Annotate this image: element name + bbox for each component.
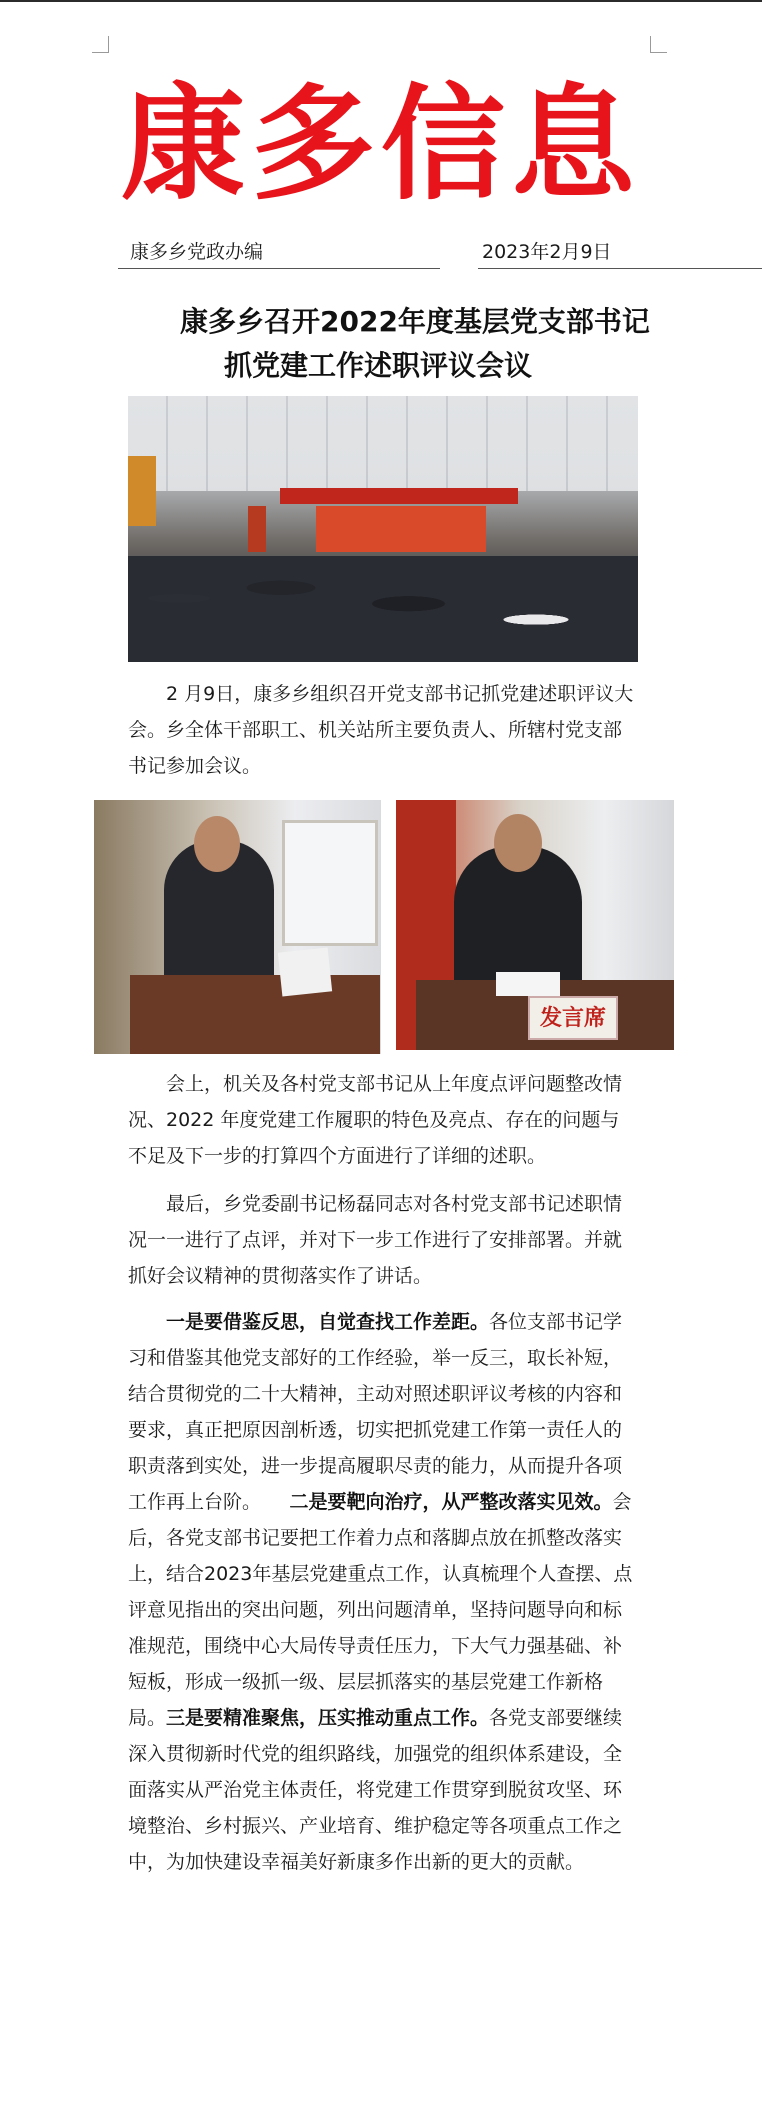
top-border [0,0,762,2]
photo-flag [248,506,266,552]
speaker-photo-left [94,800,381,1054]
requirement-1-text: 各位支部书记学习和借鉴其他党支部好的工作经验，举一反三，取长补短，结合贯彻党的二十大精神，主动对照述职评议考核的内容和要求，真正把原因剖析透，切实把抓党建工作第一责任人的职责落到实处，进一步提高履职尽责的能力，从而提升各项工作再上台阶。 [128,1311,623,1513]
photo-wall-banner [128,456,156,526]
requirement-2-text: 会后，各党支部书记要把工作着力点和落脚点放在抓整改落实上，结合2023年基层党建重点工作，认真梳理个人查摆、点评意见指出的突出问题，列出问题清单，坚持问题导向和标准规范，围绕中心大局传导责任压力，下大气力强基础、补短板，形成一级抓一级、层层抓落实的基层党建工作新格局。 [128,1491,633,1729]
photo-paper [496,972,560,996]
photo-window [282,820,378,946]
photo-stage-banner [280,488,518,504]
paragraph-meeting: 会上，机关及各村党支部书记从上年度点评问题整改情况、2022 年度党建工作履职的特色及亮点、存在的问题与不足及下一步的打算四个方面进行了详细的述职。 [128,1073,623,1167]
paragraph-review: 最后，乡党委副书记杨磊同志对各村党支部书记述职情况一一进行了点评，并对下一步工作进行了安排部署。并就抓好会议精神的贯彻落实作了讲话。 [128,1193,623,1287]
podium-sign [528,996,618,1040]
photo-stage [316,506,486,552]
photo-audience [128,556,638,662]
paragraph-requirements [128,1304,638,1880]
photo-desk [130,975,380,1054]
issue-date: 2023年2月9日 [482,241,612,263]
masthead-title: 康多信息 [120,73,641,217]
headline-line-2: 抓党建工作述职评议会议 [224,349,533,382]
editor-label: 康多乡党政办编 [130,241,264,263]
podium-sign-text: 发言席 [539,1005,606,1031]
requirement-3-heading: 三是要精准聚焦，压实推动重点工作。 [166,1707,490,1729]
requirement-2-heading: 二是要靶向治疗，从严整改落实见效。 [289,1491,613,1513]
margin-corner-top-left [92,36,109,53]
speaker-photo-right [396,800,674,1050]
meeting-hall-photo [128,396,638,662]
photo-paper [278,948,332,997]
photo-speaker-head [194,816,240,872]
meta-underline-right [478,268,762,269]
photo-ceiling [128,396,638,491]
requirement-1-heading: 一是要借鉴反思，自觉查找工作差距。 [166,1311,490,1333]
requirement-3-text: 各党支部要继续深入贯彻新时代党的组织路线，加强党的组织体系建设，全面落实从严治党主体责任，将党建工作贯穿到脱贫攻坚、环境整治、乡村振兴、产业培育、维护稳定等各项重点工作之中，为加快建设幸福美好新康多作出新的更大的贡献。 [128,1707,623,1873]
photo-speaker-head [494,814,542,872]
margin-corner-top-right [650,36,667,53]
meta-underline-left [118,268,440,269]
article-headline [180,300,680,388]
headline-line-1: 康多乡召开2022年度基层党支部书记 [180,305,650,338]
paragraph-intro: 2 月9日，康多乡组织召开党支部书记抓党建述职评议大会。乡全体干部职工、机关站所主要负责人、所辖村党支部书记参加会议。 [128,683,634,777]
